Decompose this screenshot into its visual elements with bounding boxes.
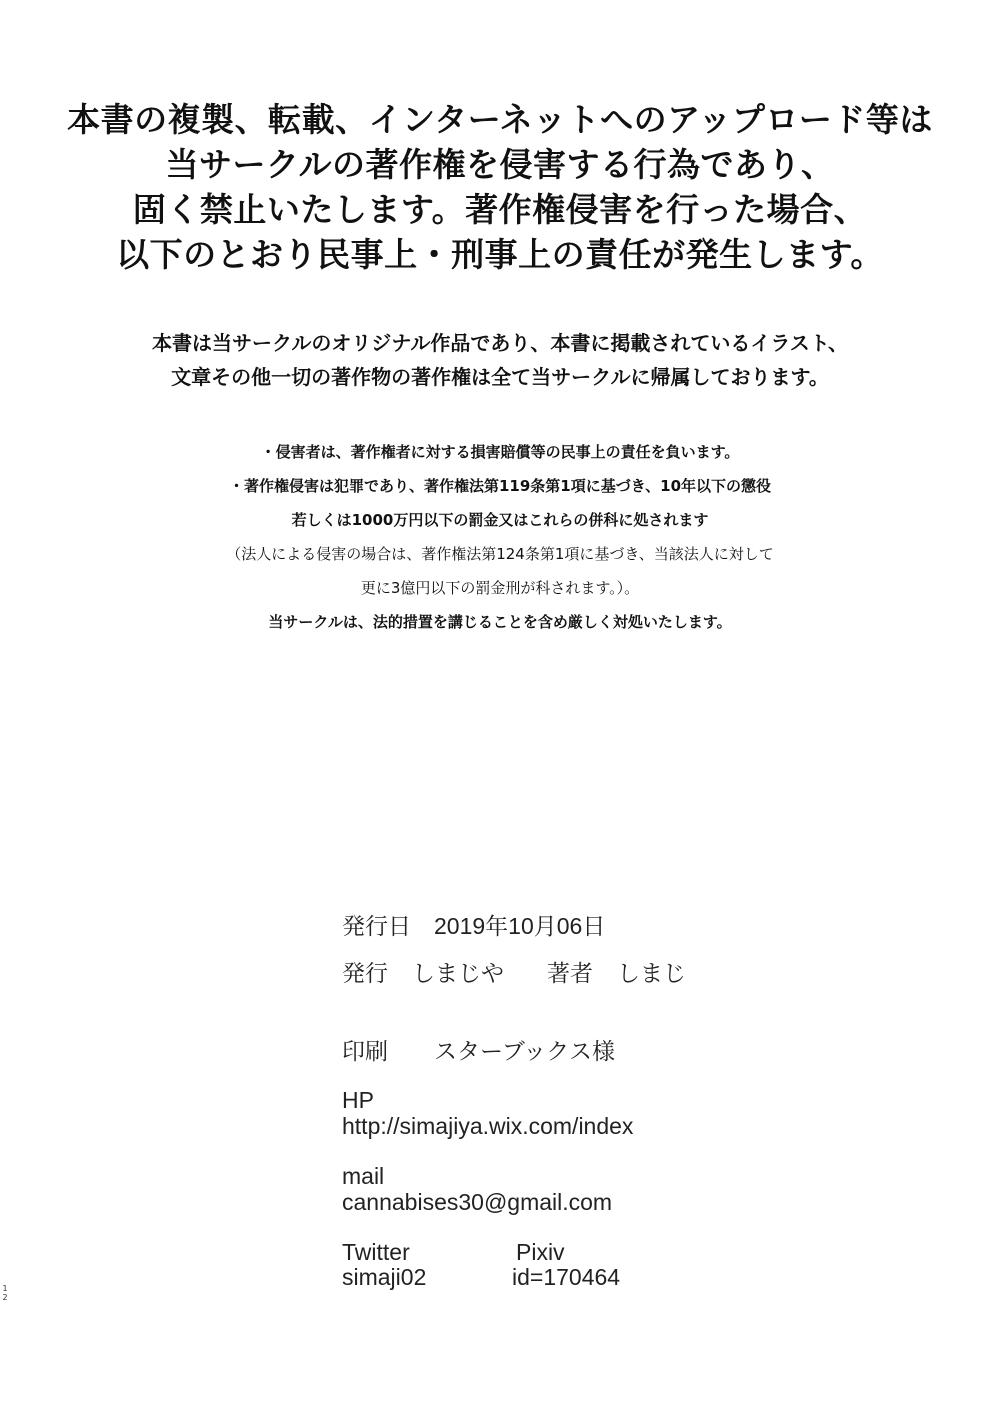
note-line-1: ・侵害者は、著作権者に対する損害賠償等の民事上の責任を負います。 [260,443,740,461]
warning-line-3: 固く禁止いたします。著作権侵害を行った場合、 [132,190,868,229]
hp-label: HP [342,1087,374,1113]
twitter-handle: simaji02 [342,1264,427,1290]
publisher-label: 発行 [342,960,388,986]
pixiv-id: id=170464 [512,1264,621,1290]
mail-label: mail [342,1163,385,1189]
mail-link[interactable]: cannabises30@gmail.com [342,1189,613,1215]
pixiv-label: Pixiv [516,1239,565,1265]
rights-statement [0,326,1000,394]
warning-line-1: 本書の複製、転載、インターネットへのアップロード等は [67,100,933,139]
warning-line-2: 当サークルの著作権を侵害する行為であり、 [165,145,835,184]
printer-label: 印刷 [342,1038,388,1064]
warning-line-4: 以下のとおり民事上・刑事上の責任が発生します。 [116,235,884,274]
printer-value: スターブックス様 [434,1038,616,1064]
publish-date-value: 2019年10月06日 [434,913,606,939]
rights-line-2: 文章その他一切の著作物の著作権は全て当サークルに帰属しております。 [171,365,829,389]
note-line-4: （法人による侵害の場合は、著作権法第124条第1項に基づき、当該法人に対して [226,545,774,563]
publish-date-row [342,912,411,940]
note-line-5: 更に3億円以下の罰金刑が科されます。）。 [360,579,640,597]
page-number: 12 [2,1284,8,1302]
author-label: 著者 [547,960,593,986]
author-value: しまじ [617,960,686,986]
twitter-label: Twitter [342,1239,410,1265]
legal-notes [0,435,1000,639]
publish-date-label: 発行日 [342,913,411,939]
note-line-2: ・著作権侵害は犯罪であり、著作権法第119条第1項に基づき、10年以下の懲役 [228,477,772,495]
rights-line-1: 本書は当サークルのオリジナル作品であり、本書に掲載されているイラスト、 [152,331,848,355]
note-line-6: 当サークルは、法的措置を講じることを含め厳しく対処いたします。 [268,613,732,631]
note-line-3: 若しくは1000万円以下の罰金又はこれらの併科に処されます [291,511,709,529]
publisher-value: しまじや [412,960,504,986]
hp-link[interactable]: http://simajiya.wix.com/index [342,1113,634,1139]
copyright-warning [0,97,1000,277]
